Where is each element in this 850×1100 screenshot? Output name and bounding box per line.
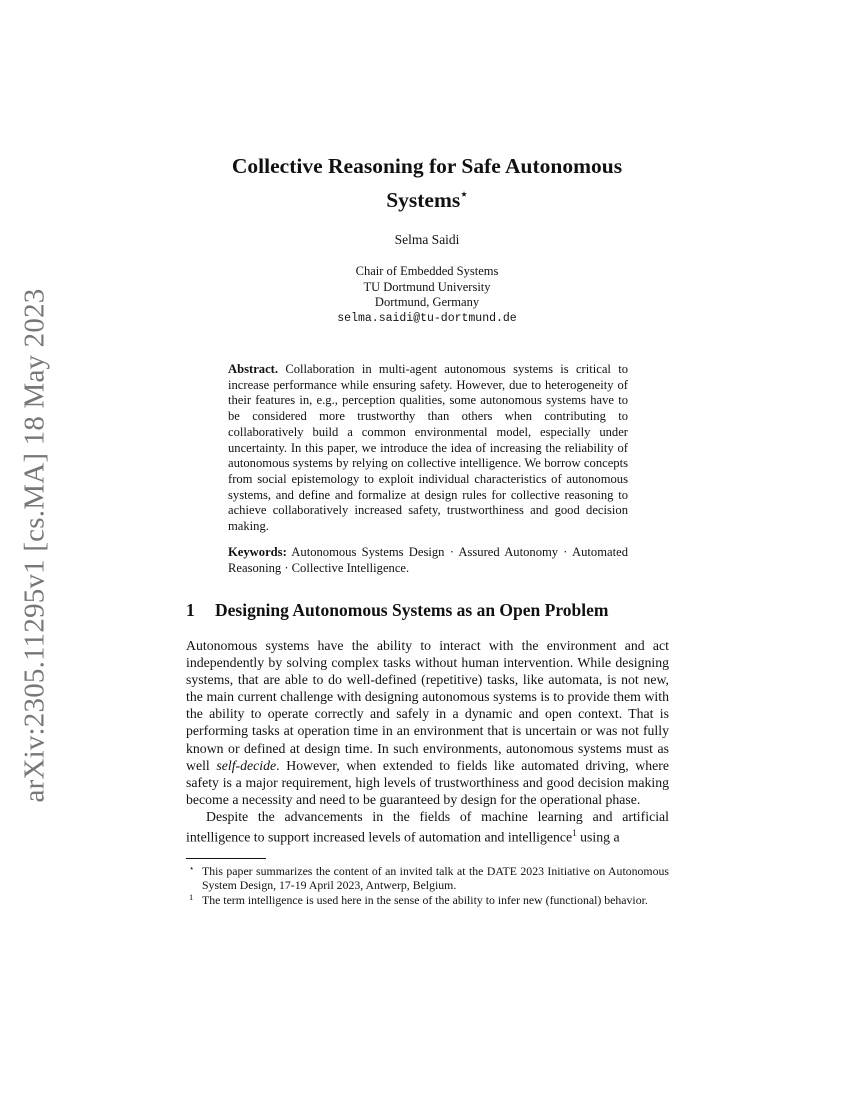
title-line-2-text: Systems xyxy=(386,188,461,212)
footnote-star xyxy=(186,864,669,893)
abstract xyxy=(228,362,628,535)
footnote-1-text: The term intelligence is used here in the sense of the ability to infer new (functional) behavior. xyxy=(202,892,648,907)
author-affiliation xyxy=(185,264,669,326)
title-line-1: Collective Reasoning for Safe Autonomous xyxy=(231,154,623,178)
section-title: Designing Autonomous Systems as an Open Problem xyxy=(215,600,609,620)
paragraph-2-text-a: Despite the advancements in the fields of machine learning and artificial intelligence to support increased levels of automation and intelligence xyxy=(186,808,669,845)
footnote-divider xyxy=(186,858,266,859)
arxiv-identifier-text: arXiv:2305.11295v1 [cs.MA] 18 May 2023 xyxy=(18,288,51,802)
affiliation-university: TU Dortmund University xyxy=(363,279,491,294)
body-text xyxy=(186,637,669,846)
paragraph-1-emphasis: self-decide xyxy=(216,757,277,773)
keywords-label: Keywords: xyxy=(228,545,287,559)
paragraph-2 xyxy=(186,808,669,846)
keywords xyxy=(228,545,628,576)
paper-title xyxy=(185,152,669,214)
affiliation-location: Dortmund, Germany xyxy=(374,295,480,310)
footnote-star-text: This paper summarizes the content of an invited talk at the DATE 2023 Initiative on Autonomous System Design, 17-19 April 2023, Antwerp, Belgium. xyxy=(202,864,669,893)
footnote-ref-1[interactable]: 1 xyxy=(572,828,577,839)
keywords-text: Autonomous Systems Design · Assured Autonomy · Automated Reasoning · Collective Intelligence. xyxy=(228,545,628,575)
section-number: 1 xyxy=(186,600,195,620)
paragraph-2-text-b: using a xyxy=(576,829,620,845)
footnote-1 xyxy=(186,893,669,907)
footnotes xyxy=(186,864,669,907)
footnote-1-mark: 1 xyxy=(189,891,194,902)
title-footnote-mark[interactable]: ⋆ xyxy=(460,187,468,201)
paragraph-1-text-b: . However, when extended to fields like automated driving, where safety is a major requirement, high levels of trustworthiness and good decision making become a necessity and need to be guaranteed by design for the operational phase. xyxy=(186,757,669,807)
author-name: Selma Saidi xyxy=(394,232,460,247)
footnote-star-mark: ⋆ xyxy=(189,863,195,873)
section-heading xyxy=(186,600,670,621)
affiliation-department: Chair of Embedded Systems xyxy=(355,264,499,278)
paragraph-1 xyxy=(186,637,669,808)
author-email[interactable]: selma.saidi@tu-dortmund.de xyxy=(337,311,517,325)
abstract-label: Abstract. xyxy=(228,362,279,376)
abstract-text: Collaboration in multi-agent autonomous systems is critical to increase performance while ensuring safety. However, due to heterogeneity of their features in, e.g., perception qualities, some autonomous systems have to be considered more trustworthy than others when contributing to collaboratively build a common environmental model, especially under uncertainty. In this paper, we introduce the idea of increasing the reliability of autonomous systems by relying on collective intelligence. We borrow concepts from social epistemology to exploit individual characteristics of autonomous systems, and define and formalize at design rules for collective reasoning to achieve collaboratively increased safety, trustworthiness and good decision making. xyxy=(228,362,629,534)
arxiv-identifier-stamp xyxy=(10,275,60,815)
title-line-2 xyxy=(185,180,669,214)
paragraph-1-text-a: Autonomous systems have the ability to interact with the environment and act independently by solving complex tasks without human intervention. While designing systems, that are able to do well-defined (repetitive) tasks, like automata, is not new, the main current challenge with designing autonomous systems is to provide them with the ability to operate correctly and safely in a dynamic and open context. That is performing tasks at operation time in an environment that is uncertain or was not fully known or defined at design time. In such environments, autonomous systems must as well xyxy=(186,638,669,773)
